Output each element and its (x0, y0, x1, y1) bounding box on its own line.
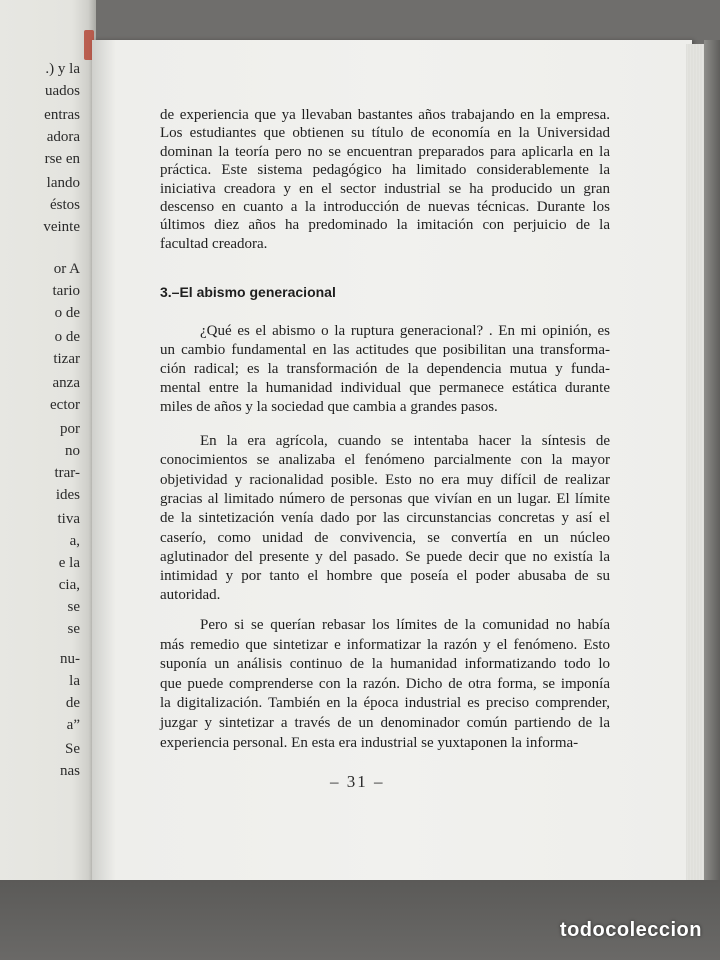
text-line: de experiencia que ya llevaban bastantes años trabajando en la empresa. (160, 107, 610, 123)
page-number: – 31 – (330, 772, 385, 791)
left-text-fragment: se (67, 599, 80, 615)
left-text-fragment: veinte (43, 219, 80, 235)
text-line: objetividad y racionalidad posible. Esto no era muy difícil de realizar (160, 471, 610, 488)
text-line: de la sintetización venía dado por las circunstancias concretas y así el (160, 510, 610, 527)
text-line: la digitalización. También en la época industrial es preciso comprender, (160, 695, 610, 712)
left-text-fragment: trar- (54, 465, 80, 481)
left-text-fragment: or A (53, 261, 80, 277)
text-line: que puede comprenderse con la razón. Dicho de otra forma, se imponía (160, 675, 610, 692)
text-line: práctica. Este sistema pedagógico ha limitado considerablemente la (160, 162, 610, 179)
left-text-fragment: entras (44, 107, 80, 123)
text-line: un cambio fundamental en las actitudes que posibilitan una transforma- (160, 342, 610, 358)
text-line: experiencia personal. En esta era industrial se yuxtaponen la informa- (160, 734, 579, 751)
left-text-fragment: se (67, 621, 80, 637)
text-line: Los estudiantes que obtienen su título de economía en la Universidad (160, 125, 610, 142)
left-text-fragment: adora (46, 129, 80, 145)
text-line: suponía un análisis continuo de la humanidad informatizando todo lo (160, 656, 610, 673)
left-text-fragment: o de (54, 329, 80, 345)
text-line: miles de años y la sociedad que cambia a grandes pasos. (160, 399, 498, 415)
text-line: facultad creadora. (160, 235, 268, 252)
left-text-fragment: no (65, 443, 80, 459)
left-text-fragment: cia, (58, 577, 80, 593)
left-text-fragment: de (65, 695, 80, 711)
left-text-fragment: lando (46, 175, 80, 191)
left-text-fragment: éstos (50, 197, 80, 213)
left-text-fragment: nu- (60, 651, 80, 667)
left-text-fragment: por (60, 421, 80, 437)
text-line: ción radical; es la transformación de la dependencia mutua y funda- (160, 361, 610, 377)
text-line: aglutinador del presente y del pasado. Se puede decir que no existía la (160, 548, 610, 565)
text-line: En la era agrícola, cuando se intentaba hacer la síntesis de (200, 433, 610, 449)
text-line: mental entre la humanidad individual que permanece estática durante (160, 380, 610, 396)
left-text-fragment: a, (69, 533, 80, 549)
text-line: descenso en cuanto a la introducción de nuevas técnicas. Durante los (160, 199, 610, 215)
left-text-fragment: .) y la (45, 61, 80, 77)
text-line: autoridad. (160, 587, 221, 604)
text-line: últimos diez años ha predominado la imitación con perjuicio de la (160, 217, 610, 234)
book-cover-edge (704, 40, 720, 960)
watermark: todocoleccion (559, 919, 702, 941)
left-text-fragment: tiva (57, 511, 80, 527)
left-text-fragment: ector (50, 397, 80, 413)
text-line: más remedio que sintetizar e informatizar la razón y el fenómeno. Esto (160, 636, 610, 653)
section-heading: 3.–El abismo generacional (160, 284, 336, 300)
text-line: intimidad y por tanto el hombre que poseía el poder abusaba de su (160, 568, 610, 585)
left-text-fragment: la (69, 673, 80, 689)
left-text-fragment: Se (65, 741, 80, 757)
left-text-fragment: anza (52, 375, 80, 391)
text-line: Pero si se querían rebasar los límites de la comunidad no había (200, 617, 610, 633)
text-line: juzgar y sintetizar a través de un denominador común partiendo de la (160, 715, 610, 731)
text-line: conocimientos se analizaba el fenómeno parcialmente con la mayor (160, 452, 610, 469)
text-line: gracias al limitado número de personas que vivían en un lugar. El límite (160, 490, 610, 507)
left-text-fragment: tario (52, 283, 80, 299)
left-text-fragment: e la (58, 555, 80, 571)
left-page (0, 0, 96, 880)
text-line: dominan la teoría pero no se encuentran preparados para aplicarla en la (160, 143, 610, 160)
left-text-fragment: o de (54, 305, 80, 321)
text-line: iniciativa creadora y en el sector industrial se ha producido un gran (160, 180, 610, 197)
left-text-fragment: uados (45, 83, 80, 99)
left-text-fragment: a” (66, 717, 80, 733)
left-text-fragment: nas (60, 763, 80, 779)
left-text-fragment: tizar (53, 351, 80, 367)
left-text-fragment: ides (55, 487, 80, 503)
page-edges (686, 44, 706, 920)
text-line: ¿Qué es el abismo o la ruptura generacional? . En mi opinión, es (200, 323, 610, 339)
left-text-fragment: rse en (44, 151, 80, 167)
text-line: caserío, como unidad de convivencia, se convertía en un núcleo (160, 529, 610, 546)
